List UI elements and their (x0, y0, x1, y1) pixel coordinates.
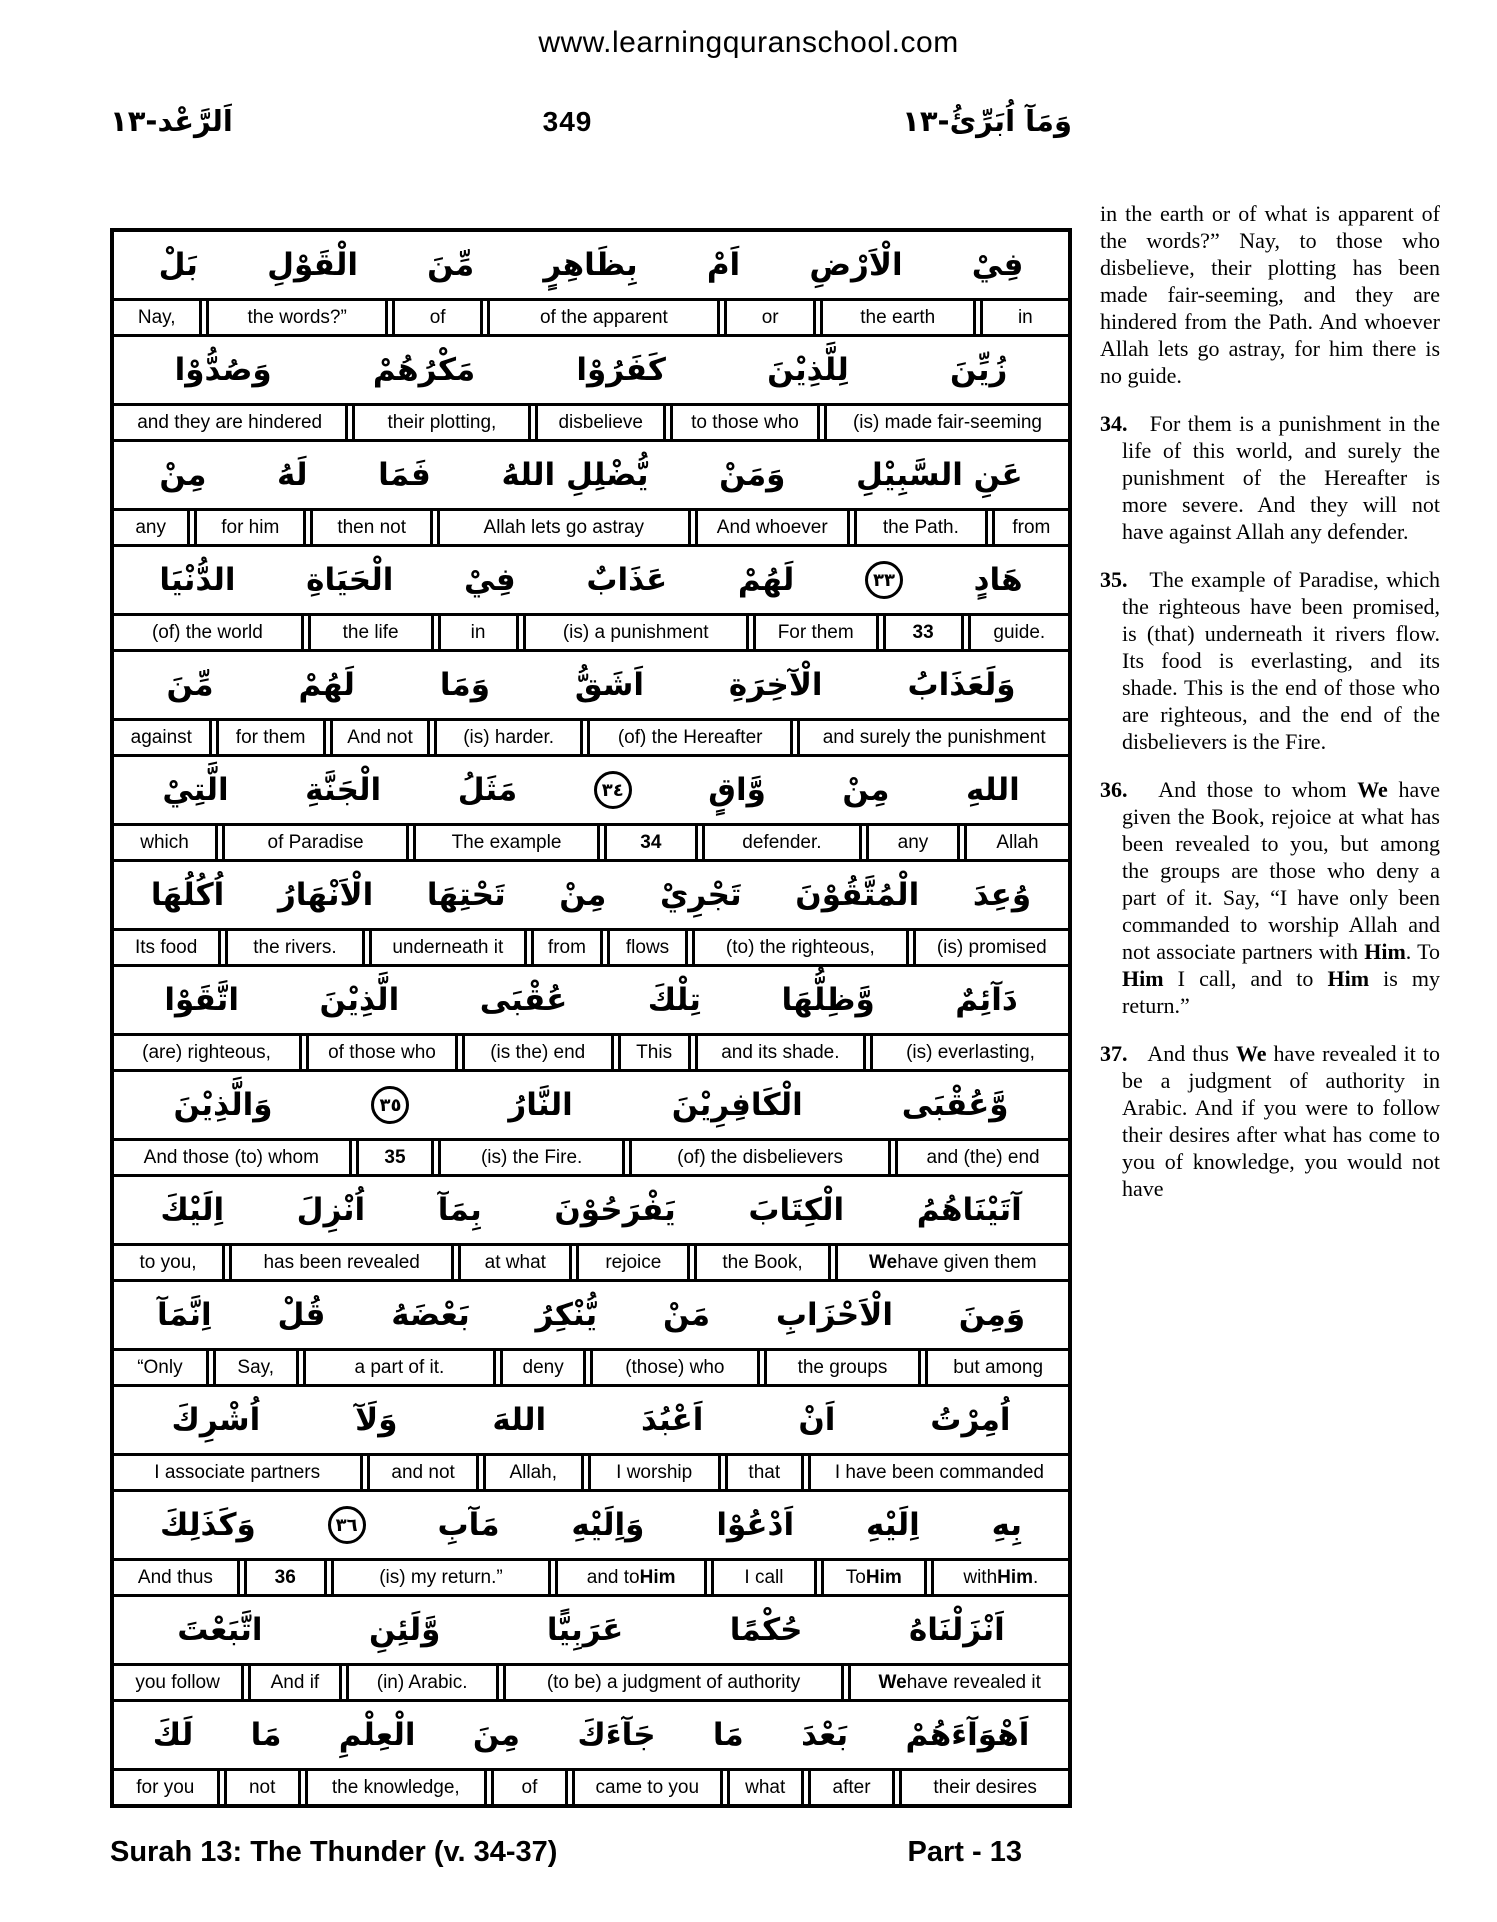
ayah-number-marker: ٣٦ (328, 1506, 366, 1544)
arabic-verse-row (114, 757, 1068, 826)
ayah-number-marker: ٣٥ (371, 1086, 409, 1124)
ayah-number-marker: ٣٣ (865, 561, 903, 599)
arabic-word: مَكْرُهُمْ (372, 352, 476, 388)
word-translation-cell: for them (216, 721, 326, 754)
arabic-word: الْكَافِرِيْنَ (671, 1087, 803, 1123)
arabic-word: مِنَ (472, 1717, 520, 1753)
word-translation-cell: from (531, 931, 603, 964)
word-translation-cell: Its food (114, 931, 221, 964)
word-translation-cell: their desires (899, 1771, 1068, 1804)
header-juz-name-arabic: وَمَآ اُبَرِّئُ-١٣ (902, 104, 1072, 138)
arabic-word: اَنْزَلْنَاهُ (908, 1612, 1005, 1648)
verse-row-pair (114, 547, 1068, 652)
translation-row (114, 301, 1068, 337)
arabic-word: مِّنَ (427, 247, 475, 283)
arabic-word: عَرَبِيًّا (546, 1612, 624, 1648)
word-translation-cell: (are) righteous, (114, 1036, 302, 1069)
arabic-word: بِظَاهِرٍ (543, 247, 638, 283)
word-translation-cell: I have been commanded (808, 1456, 1068, 1489)
arabic-word: اِلَيْهِ (865, 1507, 920, 1543)
arabic-word: وُعِدَ (972, 877, 1032, 913)
verse-paragraph: 37. And thus We have revealed it to be a judgment of authority in Arabic. And if you were to follow their desires after what has come to you of knowledge, you would not have (1100, 1041, 1440, 1201)
word-translation-cell: for him (194, 511, 306, 544)
word-translation-cell: underneath it (369, 931, 527, 964)
arabic-verse-row (114, 967, 1068, 1036)
word-translation-cell: the Path. (854, 511, 988, 544)
word-translation-cell: to you, (114, 1246, 225, 1279)
word-translation-cell: (to be) a judgment of authority (503, 1666, 845, 1699)
page-header (110, 104, 1072, 138)
translation-row (114, 1771, 1068, 1804)
word-translation-cell: guide. (968, 616, 1068, 649)
word-translation-cell: (is) everlasting, (870, 1036, 1068, 1069)
arabic-word: اتَّقَوْا (164, 982, 239, 1018)
word-translation-cell: of (392, 301, 483, 334)
arabic-word: الْآخِرَةِ (728, 667, 823, 703)
verse-number: 37. (1100, 1041, 1128, 1066)
arabic-word: الْعِلْمِ (338, 1717, 416, 1753)
arabic-word: الْمُتَّقُوْنَ (795, 877, 920, 913)
word-translation-cell: rejoice (576, 1246, 690, 1279)
translation-row (114, 1246, 1068, 1282)
word-translation-cell: And if (248, 1666, 341, 1699)
arabic-word: تِلْكَ (647, 982, 701, 1018)
arabic-verse-row (114, 337, 1068, 406)
verse-row-pair (114, 1072, 1068, 1177)
verse-row-pair (114, 1282, 1068, 1387)
verse-number: 34. (1100, 411, 1128, 436)
arabic-word: لِلَّذِيْنَ (767, 352, 849, 388)
word-translation-cell: “Only (114, 1351, 209, 1384)
translation-row (114, 511, 1068, 547)
word-translation-cell: I associate partners (114, 1456, 363, 1489)
arabic-word: آتَيْنَاهُمُ (916, 1192, 1022, 1228)
word-translation-cell: disbelieve (535, 406, 666, 439)
arabic-word: اَدْعُوْا (716, 1507, 795, 1543)
arabic-word: مِنْ (159, 457, 207, 493)
translation-row (114, 1141, 1068, 1177)
arabic-verse-row (114, 547, 1068, 616)
word-translation-cell: the life (308, 616, 434, 649)
arabic-word: اُمِرْتُ (930, 1402, 1011, 1438)
arabic-word: اَهْوَآءَهُمْ (905, 1717, 1030, 1753)
translation-row (114, 1036, 1068, 1072)
header-surah-name-arabic: اَلرَّعْد-١٣ (110, 104, 233, 138)
arabic-word: كَفَرُوْا (576, 352, 666, 388)
arabic-word: اُشْرِكَ (171, 1402, 261, 1438)
arabic-word: تَحْتِهَا (426, 877, 506, 913)
verse-row-pair (114, 757, 1068, 862)
arabic-word: الْجَنَّةِ (305, 772, 382, 808)
arabic-word: وَّلَئِنِ (368, 1612, 441, 1648)
word-translation-cell: the earth (820, 301, 976, 334)
arabic-verse-row (114, 1702, 1068, 1771)
verse-row-pair (114, 1492, 1068, 1597)
arabic-word: مَا (250, 1717, 282, 1753)
arabic-word: اُكُلُهَا (150, 877, 225, 913)
word-translation-cell: from (992, 511, 1068, 544)
word-translation-cell: after (808, 1771, 896, 1804)
word-translation-cell: (in) Arabic. (346, 1666, 499, 1699)
arabic-word: الْكِتَابَ (748, 1192, 845, 1228)
translation-row (114, 1351, 1068, 1387)
verse-row-pair (114, 862, 1068, 967)
word-translation-cell: of Paradise (222, 826, 409, 859)
arabic-word: وَّعُقْبَى (901, 1087, 1009, 1123)
verse-paragraph: 36. And those to whom We have given the Book, rejoice at what has been revealed to you, but among the groups are those who deny a part of it. Say, “I have only been commanded to worship Allah and not associate partners with Him. To Him I call, and to Him is my return.” (1100, 777, 1440, 1018)
arabic-word: لَهُ (277, 457, 308, 493)
word-translation-cell: in (438, 616, 519, 649)
arabic-verse-row (114, 1597, 1068, 1666)
word-translation-cell: deny (500, 1351, 586, 1384)
verse-row-pair (114, 967, 1068, 1072)
translation-row (114, 616, 1068, 652)
arabic-word: بِمَآ (437, 1192, 482, 1228)
word-translation-cell: The example (413, 826, 600, 859)
arabic-word: يَفْرَحُوْنَ (554, 1192, 676, 1228)
ayah-number-marker: ٣٤ (594, 771, 632, 809)
arabic-word: مَثَلُ (457, 772, 518, 808)
translation-row (114, 721, 1068, 757)
word-translation-cell: And whoever (695, 511, 850, 544)
arabic-word: اللهَ (492, 1402, 547, 1438)
word-translation-cell: not (224, 1771, 301, 1804)
word-translation-cell: (to) the righteous, (692, 931, 908, 964)
translation-row (114, 1666, 1068, 1702)
word-translation-cell: and not (367, 1456, 479, 1489)
word-translation-cell: you follow (114, 1666, 244, 1699)
word-translation-cell: that (725, 1456, 804, 1489)
arabic-word: اتَّبَعْتَ (177, 1612, 263, 1648)
verse-number: 35. (1100, 567, 1128, 592)
arabic-word: مِّنَ (166, 667, 214, 703)
arabic-word: مِنْ (842, 772, 890, 808)
page-number: 349 (542, 106, 593, 137)
arabic-word: وَمَا (439, 667, 490, 703)
word-translation-cell: (is the) end (462, 1036, 614, 1069)
word-translation-cell: I call (711, 1561, 817, 1594)
word-translation-cell: (is) a punishment (523, 616, 749, 649)
arabic-word: اُنْزِلَ (296, 1192, 366, 1228)
word-translation-cell: in (980, 301, 1068, 334)
arabic-word: هَادٍ (973, 562, 1023, 598)
arabic-verse-row (114, 232, 1068, 301)
arabic-word: لَهُمْ (298, 667, 355, 703)
word-translation-cell: of the apparent (487, 301, 720, 334)
word-translation-cell: has been revealed (229, 1246, 454, 1279)
word-translation-cell: against (114, 721, 212, 754)
word-translation-cell: their plotting, (352, 406, 531, 439)
word-translation-cell: I worship (588, 1456, 721, 1489)
arabic-word: فَمَا (378, 457, 431, 493)
word-translation-cell: Allah lets go astray (437, 511, 690, 544)
word-translation-cell: And not (330, 721, 431, 754)
word-translation-cell: with Him . (931, 1561, 1068, 1594)
arabic-verse-row (114, 1177, 1068, 1246)
arabic-word: تَجْرِيْ (659, 877, 742, 913)
arabic-word: بِهِ (991, 1507, 1023, 1543)
word-translation-cell: 33 (883, 616, 964, 649)
arabic-word: لَكَ (152, 1717, 194, 1753)
arabic-word: وَصُدُّوْا (174, 352, 272, 388)
word-translation-cell: and to Him (555, 1561, 707, 1594)
verse-row-pair (114, 652, 1068, 757)
arabic-word: وَّظِلُّهَا (781, 982, 875, 1018)
word-translation-cell: to those who (670, 406, 820, 439)
arabic-word: زُيِّنَ (950, 352, 1008, 388)
word-translation-cell: (of) the Hereafter (587, 721, 793, 754)
arabic-word: الدُّنْيَا (159, 562, 236, 598)
word-translation-cell: This (618, 1036, 691, 1069)
verse-paragraph: 34. For them is a punishment in the life of this world, and surely the punishment of the Hereafter is more severe. And they will not have against Allah any defender. (1100, 411, 1440, 544)
arabic-word: وَمَنْ (719, 457, 786, 493)
word-translation-cell: (is) promised (913, 931, 1068, 964)
word-translation-cell: the Book, (694, 1246, 830, 1279)
word-translation-cell: of (491, 1771, 568, 1804)
arabic-word: الْقَوْلِ (267, 247, 358, 283)
arabic-word: الْحَيَاةِ (306, 562, 394, 598)
arabic-word: الَّتِيْ (162, 772, 229, 808)
verse-row-pair (114, 1702, 1068, 1804)
arabic-word: الْاَنْهَارُ (277, 877, 374, 913)
arabic-verse-row (114, 1072, 1068, 1141)
arabic-verse-row (114, 442, 1068, 511)
arabic-word: مَا (712, 1717, 744, 1753)
verse-number: 36. (1100, 777, 1128, 802)
word-translation-cell: or (724, 301, 815, 334)
arabic-word: وَاِلَيْهِ (571, 1507, 645, 1543)
arabic-word: النَّارُ (508, 1087, 573, 1123)
word-translation-cell: which (114, 826, 218, 859)
word-translation-cell: Say, (213, 1351, 299, 1384)
word-translation-cell: at what (458, 1246, 572, 1279)
word-translation-cell: 34 (604, 826, 698, 859)
translation-row (114, 826, 1068, 862)
word-translation-cell: then not (310, 511, 433, 544)
word-translation-cell: Nay, (114, 301, 202, 334)
arabic-word: دَآئِمٌ (955, 982, 1018, 1018)
arabic-word: حُكْمًا (729, 1612, 803, 1648)
arabic-verse-row (114, 1387, 1068, 1456)
arabic-word: جَآءَكَ (577, 1717, 656, 1753)
word-translation-cell: any (866, 826, 960, 859)
verse-row-pair (114, 232, 1068, 337)
arabic-word: بَعْدَ (801, 1717, 849, 1753)
word-translation-cell: (is) harder. (434, 721, 583, 754)
word-translation-cell: (those) who (590, 1351, 760, 1384)
word-translation-cell: (is) the Fire. (438, 1141, 625, 1174)
arabic-verse-row (114, 1282, 1068, 1351)
footer-surah-title: Surah 13: The Thunder (v. 34-37) (110, 1836, 558, 1868)
arabic-word: اَشَقُّ (574, 667, 644, 703)
arabic-word: فِيْ (464, 562, 516, 598)
arabic-word: اَعْبُدَ (641, 1402, 704, 1438)
arabic-word: مَنْ (662, 1297, 711, 1333)
translation-row (114, 931, 1068, 967)
word-translation-cell: defender. (702, 826, 862, 859)
word-translation-cell: for you (114, 1771, 220, 1804)
word-translation-cell: (is) made fair-seeming (824, 406, 1068, 439)
word-translation-cell: of those who (306, 1036, 458, 1069)
arabic-word: وَالَّذِيْنَ (173, 1087, 273, 1123)
arabic-word: الْاَرْضِ (809, 247, 903, 283)
arabic-verse-row (114, 862, 1068, 931)
arabic-verse-row (114, 1492, 1068, 1561)
verse-row-pair (114, 1597, 1068, 1702)
word-translation-cell: (of) the disbelievers (629, 1141, 891, 1174)
arabic-word: قُلْ (277, 1297, 326, 1333)
arabic-word: وَلَعَذَابُ (907, 667, 1016, 703)
word-translation-cell: what (727, 1771, 804, 1804)
translation-row (114, 1456, 1068, 1492)
word-translation-cell: the words?” (206, 301, 388, 334)
word-translation-cell: Allah, (483, 1456, 584, 1489)
site-url: www.learningquranschool.com (538, 26, 959, 59)
verse-row-pair (114, 1177, 1068, 1282)
page-footer (110, 1836, 1022, 1869)
word-translation-cell: the rivers. (225, 931, 364, 964)
quran-table (110, 228, 1072, 1808)
translation-column (1100, 200, 1440, 1223)
arabic-word: عُقْبَى (479, 982, 568, 1018)
arabic-word: عَذَابٌ (586, 562, 668, 598)
arabic-word: مَآبِ (437, 1507, 500, 1543)
arabic-word: بَلْ (158, 247, 198, 283)
verse-paragraph: 35. The example of Paradise, which the righteous have been promised, is (that) underneath it rivers flow. Its food is everlasting, and its shade. This is the end of those who are righteous, and the end of the disbelievers is the Fire. (1100, 567, 1440, 754)
word-translation-cell: and (the) end (895, 1141, 1068, 1174)
arabic-word: اَنْ (798, 1402, 836, 1438)
verse-row-pair (114, 1387, 1068, 1492)
word-translation-cell: To Him (821, 1561, 927, 1594)
word-translation-cell: flows (607, 931, 688, 964)
arabic-word: الْاَحْزَابِ (775, 1297, 893, 1333)
translation-row (114, 406, 1068, 442)
arabic-word: فِيْ (971, 247, 1024, 283)
word-translation-cell: a part of it. (303, 1351, 497, 1384)
word-translation-cell: We have revealed it (848, 1666, 1068, 1699)
word-translation-cell: And thus (114, 1561, 240, 1594)
translation-row (114, 1561, 1068, 1597)
arabic-word: وَلَآ (355, 1402, 398, 1438)
word-translation-cell: (is) my return.” (331, 1561, 552, 1594)
word-translation-cell: came to you (572, 1771, 723, 1804)
arabic-word: وَّاقٍ (708, 772, 766, 808)
word-translation-cell: the knowledge, (305, 1771, 487, 1804)
arabic-word: وَمِنَ (958, 1297, 1026, 1333)
word-translation-cell: We have given them (835, 1246, 1068, 1279)
arabic-word: لَهُمْ (737, 562, 795, 598)
arabic-word: اِنَّمَآ (156, 1297, 212, 1333)
word-translation-cell: For them (753, 616, 879, 649)
word-translation-cell: 35 (356, 1141, 435, 1174)
word-translation-cell: Allah (964, 826, 1068, 859)
word-translation-cell: but among (925, 1351, 1068, 1384)
arabic-word: اَمْ (706, 247, 741, 283)
word-translation-cell: any (114, 511, 190, 544)
arabic-word: اِلَيْكَ (160, 1192, 225, 1228)
verse-row-pair (114, 337, 1068, 442)
arabic-word: بَعْضَهُ (391, 1297, 470, 1333)
arabic-verse-row (114, 652, 1068, 721)
word-translation-cell: 36 (244, 1561, 327, 1594)
word-translation-cell: and they are hindered (114, 406, 348, 439)
arabic-word: اللهِ (966, 772, 1020, 808)
word-translation-cell: and its shade. (695, 1036, 866, 1069)
arabic-word: يُّضْلِلِ اللهُ (501, 457, 649, 493)
word-translation-cell: the groups (764, 1351, 922, 1384)
word-translation-cell: and surely the punishment (797, 721, 1068, 754)
arabic-word: يُّنْكِرُ (535, 1297, 598, 1333)
verse-row-pair (114, 442, 1068, 547)
arabic-word: وَكَذَلِكَ (160, 1507, 256, 1543)
arabic-word: الَّذِيْنَ (319, 982, 400, 1018)
arabic-word: مِنْ (559, 877, 607, 913)
arabic-word: عَنِ السَّبِيْلِ (856, 457, 1023, 493)
verse-paragraph: in the earth or of what is apparent of the words?” Nay, to those who disbelieve, their plotting has been made fair-seeming, and they are hindered from the Path. And whoever Allah lets go astray, for him there is no guide. (1100, 201, 1440, 388)
word-translation-cell: (of) the world (114, 616, 304, 649)
word-translation-cell: And those (to) whom (114, 1141, 352, 1174)
footer-part-number: Part - 13 (907, 1836, 1022, 1868)
